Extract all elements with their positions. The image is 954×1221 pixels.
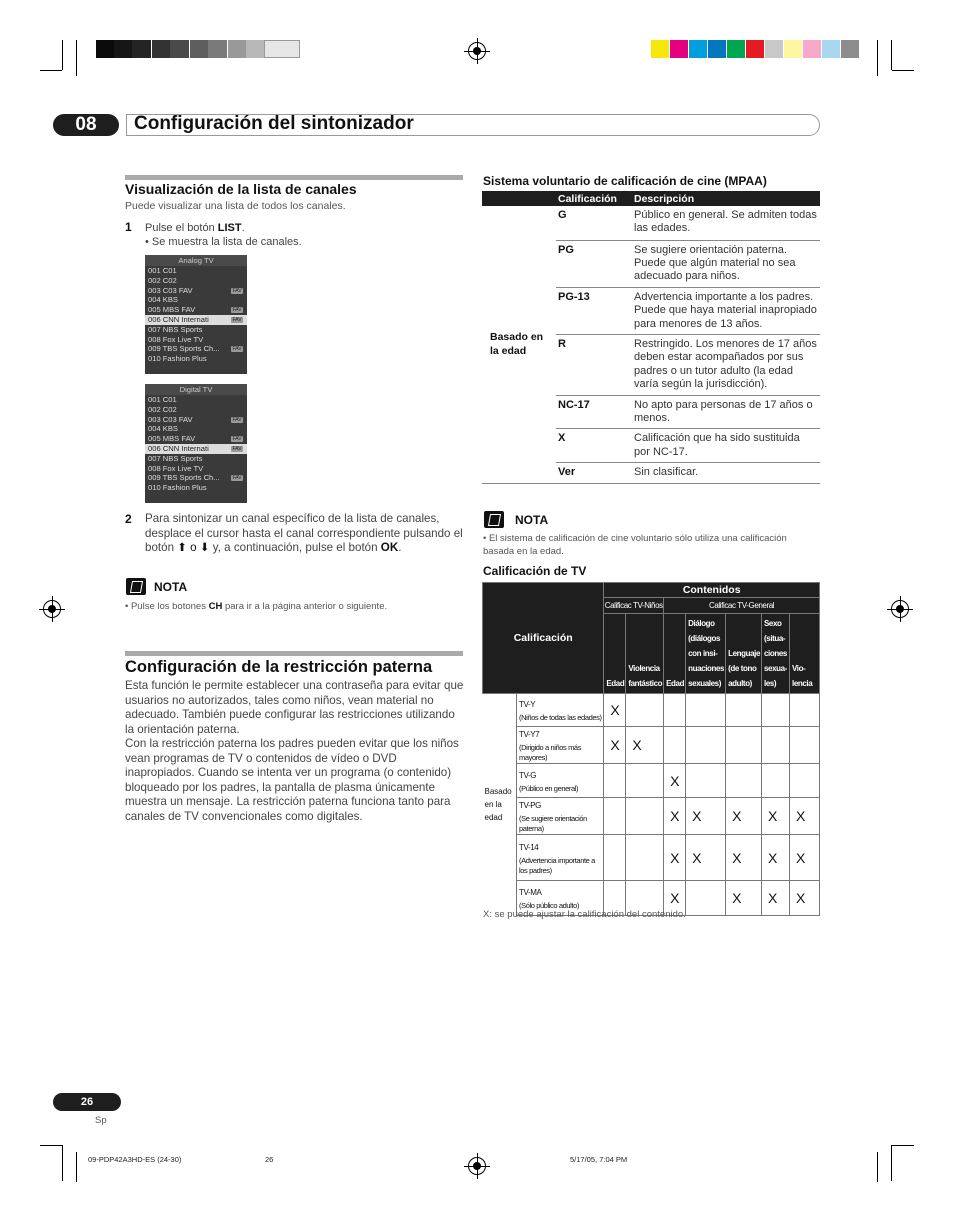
mpaa-description: Restringido. Los menores de 17 años deben estar acompañados por sus padres o un tutor adulto (la edad varía según la jurisdicción). [632,334,820,395]
color-swatch [746,40,764,58]
fav-badge: FAV [232,316,242,323]
channel-label: 010 Fashion Plus [148,354,207,364]
color-swatch [670,40,688,58]
digital-tv-channel-list [145,384,247,503]
gray-swatch [246,40,265,58]
tv-rating-cell [626,835,664,881]
tv-rating-cell [626,764,664,798]
section-rule [125,175,463,180]
tv-rating-cell: X [790,881,820,916]
mpaa-title: Sistema voluntario de calificación de cine (MPAA) [483,174,767,188]
language-code: Sp [95,1115,107,1126]
channel-row[interactable] [145,405,247,415]
channel-label: 004 KBS [148,424,178,434]
channel-label: 003 C03 FAV [148,414,193,424]
color-swatch [708,40,726,58]
tv-rating-cell [726,764,762,798]
mpaa-code: PG-13 [556,287,632,334]
mpaa-code: G [556,206,632,240]
step-1-bullet: • Se muestra la lista de canales. [145,236,302,248]
channel-label: 009 TBS Sports Ch... [148,344,220,354]
tv-rating-desc: (Público en general) [519,783,579,793]
channel-label: 007 NBS Sports [148,324,203,334]
tv-rating-code [517,764,604,798]
note-pencil-icon [126,578,146,595]
channel-row[interactable] [145,266,247,276]
channel-row[interactable] [145,434,247,444]
tv-rating-desc: (Niños de todas las edades) [519,713,602,722]
tv-rating-name: TV-Y [519,700,536,709]
tv-rating-cell: X [686,798,726,835]
gray-swatch [228,40,247,58]
channel-row[interactable] [145,454,247,464]
section-title-parental: Configuración de la restricción paterna [125,658,433,676]
tv-rating-code [517,798,604,835]
tv-rating-cell: X [790,835,820,881]
channel-row[interactable] [145,305,247,315]
mpaa-col-description: Descripción [632,191,820,206]
channel-row[interactable] [145,483,247,493]
gray-swatch [190,40,209,58]
channel-row[interactable] [145,473,247,483]
mpaa-empty-header [482,191,556,206]
analog-tv-channel-list [145,255,247,374]
fav-badge: FAV [232,436,242,443]
tv-col-kids: Calificac TV-Niños [604,598,664,614]
gray-swatch [152,40,171,58]
channel-row[interactable] [145,444,247,454]
fav-badge: FAV [232,287,242,294]
channel-label: 005 MBS FAV [148,305,196,315]
chapter-number-badge: 08 [53,114,119,136]
mpaa-table [482,191,820,484]
tv-rating-cell [626,694,664,727]
color-swatch [651,40,669,58]
tv-rating-name: TV-Y7 [519,730,540,739]
channel-row[interactable] [145,344,247,354]
tv-rating-cell [762,694,790,727]
color-swatch [765,40,783,58]
page-number-badge: 26 [53,1093,121,1111]
step-1: 1 Pulse el botón LIST. [125,220,245,234]
color-swatch [784,40,802,58]
ok-key: OK [380,541,399,555]
color-swatch [727,40,745,58]
channel-label: 005 MBS FAV [148,434,196,444]
tv-rating-cell [790,727,820,764]
tv-rating-cell [686,764,726,798]
mpaa-row [482,206,820,240]
tv-rating-row [483,764,820,798]
mpaa-note-title: NOTA [515,513,549,527]
tv-col-contents: Contenidos [604,583,820,598]
tv-footnote: X: se puede ajustar la calificación del contenido. [483,909,686,920]
note-text: • Pulse los botones CH para ir a la página anterior o siguiente. [125,601,388,612]
channel-row[interactable] [145,286,247,296]
print-timestamp: 5/17/05, 7:04 PM [570,1155,628,1164]
tv-rating-code [517,835,604,881]
channel-row[interactable] [145,415,247,425]
tv-rating-cell: X [762,835,790,881]
tv-rating-cell [790,764,820,798]
tv-rating-desc: (Dirigido a niños más mayores) [519,743,582,762]
channel-label: 002 C02 [148,404,177,414]
tv-col-rating: Calificación [483,583,604,694]
tv-rating-desc: (Se sugiere orientación paterna) [519,814,587,833]
mpaa-code: Ver [556,463,632,484]
tv-rating-cell: X [726,798,762,835]
color-swatch [803,40,821,58]
tv-rating-cell [762,764,790,798]
tv-rating-cell: X [762,798,790,835]
registration-mark-right [891,600,909,618]
mpaa-description: Calificación que ha sido sustituida por NC-17. [632,429,820,463]
channel-row[interactable] [145,354,247,364]
tv-rating-cell: X [762,881,790,916]
mpaa-description: Se sugiere orientación paterna. Puede que algún material no sea adecuado para niños. [632,240,820,287]
section-rule [125,651,463,656]
tv-rating-cell [686,727,726,764]
channel-label: 003 C03 FAV [148,285,193,295]
step-number: 1 [125,220,132,234]
channel-label: 008 Fox Live TV [148,334,204,344]
tv-rating-cell [762,727,790,764]
tv-rating-title: Calificación de TV [483,564,587,578]
tv-rating-row [483,694,820,727]
channel-label: 006 CNN Internati [148,443,209,453]
tv-rating-cell [604,798,626,835]
arrow-keys: ⬆ o ⬇ [177,541,210,555]
tv-rating-row [483,835,820,881]
channel-label: 008 Fox Live TV [148,463,204,473]
fav-badge: FAV [232,307,242,314]
mpaa-description: Sin clasificar. [632,463,820,484]
step-2: 2 Para sintonizar un canal específico de la lista de canales, desplace el cursor hasta el canal correspondiente pulsando el botón ⬆ o ⬇ y, a continuación, pulse el botón OK. [125,512,463,555]
channel-row[interactable] [145,315,247,325]
tv-rating-cell [726,727,762,764]
channel-row[interactable] [145,424,247,434]
ch-key: CH [208,601,223,612]
channel-label: 002 C02 [148,275,177,285]
tv-rating-cell: X [626,727,664,764]
channel-label: 006 CNN Internati [148,314,209,324]
tv-rating-cell: X [604,727,626,764]
channel-row[interactable] [145,276,247,286]
tv-rating-cell [604,835,626,881]
tv-rating-cell [604,764,626,798]
channel-row[interactable] [145,464,247,474]
channel-row[interactable] [145,295,247,305]
tv-rating-desc: (Advertencia importante a los padres) [519,855,595,875]
tv-rating-cell: X [664,764,686,798]
note-pencil-icon [484,511,504,528]
step-number: 2 [125,512,132,526]
channel-label: 010 Fashion Plus [148,483,207,493]
chapter-title: Configuración del sintonizador [134,113,414,134]
tv-rating-desc: (Sólo público adulto) [519,901,579,910]
gray-swatch [170,40,189,58]
color-swatch [689,40,707,58]
fav-badge: FAV [232,346,242,353]
list-key: LIST [217,222,242,234]
tv-rating-cell: X [604,694,626,727]
tv-rating-cell: X [664,881,686,916]
tv-rating-cell: X [790,798,820,835]
gray-swatch [264,40,300,58]
channel-row[interactable] [145,335,247,345]
note-title: NOTA [154,580,188,594]
tv-rating-cell [626,798,664,835]
section-title-channel-list: Visualización de la lista de canales [125,181,357,197]
tv-rating-cell [664,694,686,727]
tv-rating-cell [686,881,726,916]
tv-col-subheader: Vio-lencia [790,614,820,694]
tv-rating-cell [790,694,820,727]
tv-rating-cell [664,727,686,764]
tv-col-subheader: Diálogo (diálogos con insi-nuaciones sexuales) [686,614,726,694]
fav-badge: FAV [232,445,242,452]
tv-col-subheader: Edad [604,614,626,694]
fav-badge: FAV [232,475,242,482]
tv-rating-cell: X [726,881,762,916]
channel-label: 001 C01 [148,266,177,275]
mpaa-note-text: • El sistema de calificación de cine voluntario sólo utiliza una calificación basada en la edad. [483,533,787,557]
analog-tv-header: Analog TV [145,255,247,266]
tv-rating-cell [726,694,762,727]
section-intro: Puede visualizar una lista de todos los canales. [125,200,346,212]
tv-rating-cell: X [664,835,686,881]
tv-col-subheader: Violencia fantástico [626,614,664,694]
channel-label: 004 KBS [148,295,178,305]
tv-rating-cell: X [664,798,686,835]
channel-row[interactable] [145,395,247,405]
channel-label: 001 C01 [148,395,177,404]
mpaa-description: No apto para personas de 17 años o menos. [632,395,820,429]
registration-mark-bottom [468,1157,486,1175]
fav-badge: FAV [232,416,242,423]
tv-rating-cell [686,694,726,727]
mpaa-code: R [556,334,632,395]
tv-rating-name: TV-14 [519,842,539,852]
tv-rating-row [483,798,820,835]
channel-label: 007 NBS Sports [148,453,203,463]
mpaa-code: X [556,429,632,463]
mpaa-code: PG [556,240,632,287]
gray-swatch [132,40,151,58]
tv-rating-name: TV-G [519,770,537,780]
parental-para-1: Esta función le permite establecer una contraseña para evitar que usuarios no autorizados, tales como niños, vean material no adecuado. También puede configurar las restricciones utilizando la orientación paterna. [125,679,464,736]
registration-mark-left [43,600,61,618]
mpaa-description: Público en general. Se admiten todas las edades. [632,206,820,240]
channel-row[interactable] [145,325,247,335]
mpaa-code: NC-17 [556,395,632,429]
parental-para-2: Con la restricción paterna los padres pueden evitar que los niños vean programas de TV o contenidos de vídeo o DVD inapropiados. Cuando se intenta ver un programa (o contenido) bloqueado por los padres, la pantalla de plasma únicamente muestra un mensaje. La restricción paterna funciona tanto para canales de TV convencionales como digitales. [125,737,459,823]
gray-swatch [96,40,115,58]
tv-rating-name: TV-PG [519,801,542,810]
tv-col-general: Calificac TV-General [664,598,820,614]
tv-group-label: Basado en la edad [483,694,517,916]
mpaa-col-rating: Calificación [556,191,632,206]
color-swatch [841,40,859,58]
registration-mark-top [468,42,486,60]
digital-tv-header: Digital TV [145,384,247,395]
gray-swatch [114,40,133,58]
color-swatch [822,40,840,58]
tv-rating-cell: X [726,835,762,881]
tv-rating-name: TV-MA [519,888,542,897]
file-name: 09-PDP42A3HD-ES (24-30) [88,1155,182,1164]
file-page-ref: 26 [265,1155,274,1164]
tv-col-subheader: Lenguaje (de tono adulto) [726,614,762,694]
gray-swatch [208,40,227,58]
tv-rating-row [483,727,820,764]
mpaa-description: Advertencia importante a los padres. Puede que haya material inapropiado para menores de 13 años. [632,287,820,334]
tv-col-subheader: Edad [664,614,686,694]
tv-rating-code [517,727,604,764]
tv-rating-cell: X [686,835,726,881]
tv-col-subheader: Sexo (situa-ciones sexua-les) [762,614,790,694]
tv-rating-code [517,694,604,727]
tv-rating-table [482,582,820,916]
channel-label: 009 TBS Sports Ch... [148,473,220,483]
mpaa-group-label: Basado en la edad [482,206,556,484]
